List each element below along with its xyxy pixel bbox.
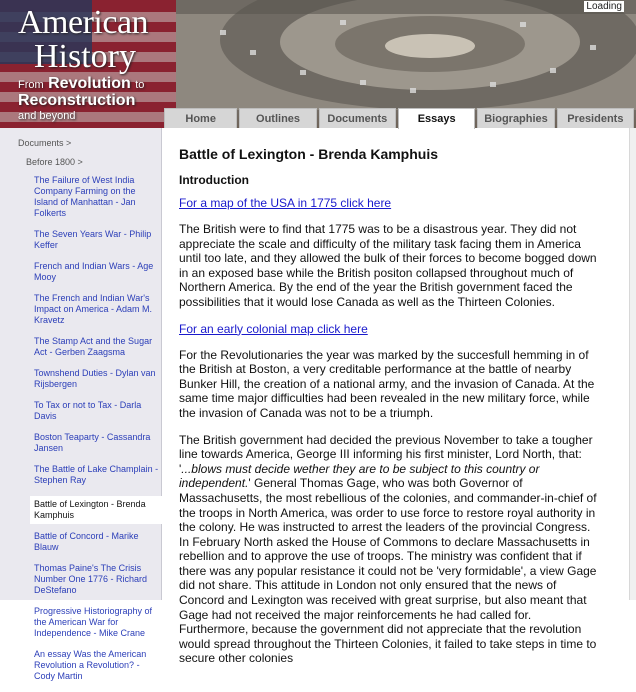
tab-presidents[interactable]: Presidents bbox=[557, 108, 634, 128]
tab-essays[interactable]: Essays bbox=[398, 108, 475, 129]
sidebar-item[interactable]: The Seven Years War - Philip Keffer bbox=[34, 229, 152, 250]
tagline-from: From bbox=[18, 79, 44, 91]
sidebar-item[interactable]: The Stamp Act and the Sugar Act - Gerben Zaagsma bbox=[34, 336, 153, 357]
site-title-line1: American bbox=[18, 4, 149, 41]
tab-documents[interactable]: Documents bbox=[319, 108, 396, 128]
sidebar-item[interactable]: The Battle of Lake Champlain - Stephen Ray bbox=[34, 464, 159, 485]
sidebar-item[interactable]: The Failure of West India Company Farming on the Island of Manhattan - Jan Folkerts bbox=[34, 175, 136, 218]
colonial-map-link[interactable]: For an early colonial map click here bbox=[179, 321, 368, 336]
king-quote: ...blows must decide wether they are to be subject to this country or independent. bbox=[179, 461, 540, 491]
loading-indicator: Loading bbox=[586, 1, 622, 12]
tagline-reconstruction: Reconstruction bbox=[18, 92, 136, 109]
page-title: Battle of Lexington - Brenda Kamphuis bbox=[179, 146, 439, 162]
paragraph-1: The British were to find that 1775 was to be a disastrous year. They did not appreciate the scale and difficulty of the military task facing them in America until too late, and they allowed the bulk of their forces to become bogged down in an exposed base while the British positon collapsed throughout much of Northern America. By the end of the year the British government faced the possibilities that it would lose Canada as well as the Thirteen Colonies. bbox=[179, 222, 597, 309]
sidebar-item[interactable]: Boston Teaparty - Cassandra Jansen bbox=[34, 432, 151, 453]
main-nav-tabs bbox=[162, 108, 636, 128]
sidebar-item[interactable]: Townshend Duties - Dylan van Rijsbergen bbox=[34, 368, 156, 389]
paragraph-2: For the Revolutionaries the year was marked by the succesfull hemming in of the British at Boston, a very creditable performance at the battle of nearby Bunker Hill, the creation of a national army, and the invasion of Canada. At the same time major difficulties had been revealed in the new military force, while the invasion of Canada was not to be a triumph. bbox=[179, 347, 595, 420]
sidebar-item[interactable]: An essay Was the American Revolution a Revolution? - Cody Martin bbox=[34, 649, 147, 681]
page-right-edge bbox=[629, 128, 636, 600]
sidebar-item[interactable]: Thomas Paine's The Crisis Number One 1776 - Richard DeStefano bbox=[34, 563, 148, 595]
essay-list bbox=[30, 175, 162, 692]
paragraph-3 bbox=[179, 433, 597, 667]
tagline-to: to bbox=[135, 79, 145, 91]
paragraph-3-part-b: ' General Thomas Gage, who was both Governor of Massachusetts, the most rebellious of the colonies, and commander-in-chief of the troops in North America, was order to use force to restore royal authority in the colony. He was instructed to arrest the leaders of the provincial Congress. In February North asked the House of Commons to declare Massachusetts in rebellion and to approve the use of troops. The ministry was confident that if there was any popular resistance it could not be 'very formidable', a view Gage did not share. This attitude in London not only ensured that the news of Concord and Lexington was received with great surprise, but also meant that Gage had not received the major reinforcements he had called for. Furthermore, because the government did not appreciate that the revolution would spread throughout the Thirteen Colonies, it failed to take steps in time to secure other colonies bbox=[179, 476, 597, 666]
sidebar-item[interactable]: Progressive Historiography of the American War for Independence - Mike Crane bbox=[34, 606, 153, 638]
map-1775-link[interactable]: For a map of the USA in 1775 click here bbox=[179, 196, 392, 210]
sidebar-item[interactable]: The French and Indian War's Impact on America - Adam M. Kravetz bbox=[34, 293, 153, 325]
sidebar-item[interactable]: French and Indian Wars - Age Mooy bbox=[34, 261, 154, 282]
section-heading: Introduction bbox=[179, 173, 249, 187]
breadcrumb-before-1800[interactable]: Before 1800 > bbox=[26, 157, 83, 167]
sidebar-item[interactable]: To Tax or not to Tax - Darla Davis bbox=[34, 400, 142, 421]
chamber-illustration bbox=[160, 0, 636, 110]
tagline-and-beyond: and beyond bbox=[18, 110, 76, 122]
tab-outlines[interactable]: Outlines bbox=[239, 108, 316, 128]
tab-biographies[interactable]: Biographies bbox=[477, 108, 554, 128]
chamber-photo bbox=[160, 0, 636, 110]
sidebar-item-active[interactable]: Battle of Lexington - Brenda Kamphuis bbox=[30, 496, 162, 524]
breadcrumb-documents[interactable]: Documents > bbox=[18, 138, 72, 148]
site-title-line2: History bbox=[34, 38, 136, 75]
article-content bbox=[179, 146, 597, 678]
paragraph-3-part-a: The British government had decided the previous November to take a tougher line towards America, George III informing his first minister, Lord North, that: ' bbox=[179, 432, 593, 476]
tagline-revolution: Revolution bbox=[48, 75, 131, 92]
tab-home[interactable]: Home bbox=[164, 108, 237, 128]
site-tagline bbox=[18, 76, 144, 122]
sidebar bbox=[0, 128, 162, 681]
sidebar-item[interactable]: Battle of Concord - Marike Blauw bbox=[34, 531, 139, 552]
